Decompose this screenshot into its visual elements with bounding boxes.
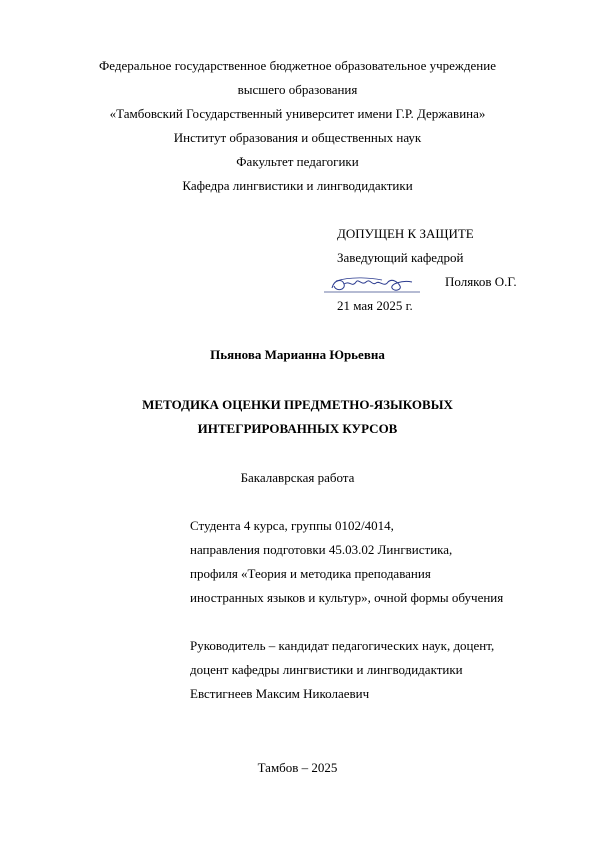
- student-info-line-1: Студента 4 курса, группы 0102/4014,: [190, 518, 394, 533]
- supervisor-info-line-1: Руководитель – кандидат педагогических наук, доцент,: [190, 638, 495, 653]
- thesis-title-line-1: МЕТОДИКА ОЦЕНКИ ПРЕДМЕТНО-ЯЗЫКОВЫХ: [142, 397, 453, 412]
- header-line-education-level: высшего образования: [237, 82, 358, 97]
- handwritten-signature: [322, 272, 422, 298]
- student-info-line-2: направления подготовки 45.03.02 Лингвистика,: [190, 542, 453, 557]
- header-line-faculty: Факультет педагогики: [236, 154, 359, 169]
- author-name: Пьянова Марианна Юрьевна: [210, 347, 385, 362]
- student-info-line-3: профиля «Теория и методика преподавания: [190, 566, 431, 581]
- supervisor-info-line-2: доцент кафедры лингвистики и лингводидактики: [190, 662, 463, 677]
- approval-position: Заведующий кафедрой: [337, 250, 464, 265]
- header-line-institute: Институт образования и общественных наук: [173, 130, 422, 145]
- work-type: Бакалаврская работа: [240, 470, 355, 485]
- thesis-title-line-2: ИНТЕГРИРОВАННЫХ КУРСОВ: [197, 421, 398, 436]
- student-info-line-4: иностранных языков и культур», очной формы обучения: [190, 590, 504, 605]
- header-line-ministry: Федеральное государственное бюджетное образовательное учреждение: [99, 58, 496, 73]
- approval-head-name: Поляков О.Г.: [445, 274, 517, 289]
- approval-date: 21 мая 2025 г.: [337, 298, 413, 313]
- footer-city-year: Тамбов – 2025: [257, 760, 338, 775]
- approval-title: ДОПУЩЕН К ЗАЩИТЕ: [337, 226, 474, 241]
- header-line-department: Кафедра лингвистики и лингводидактики: [182, 178, 413, 193]
- header-line-university: «Тамбовский Государственный университет имени Г.Р. Державина»: [109, 106, 486, 121]
- supervisor-info-line-3: Евстигнеев Максим Николаевич: [190, 686, 370, 701]
